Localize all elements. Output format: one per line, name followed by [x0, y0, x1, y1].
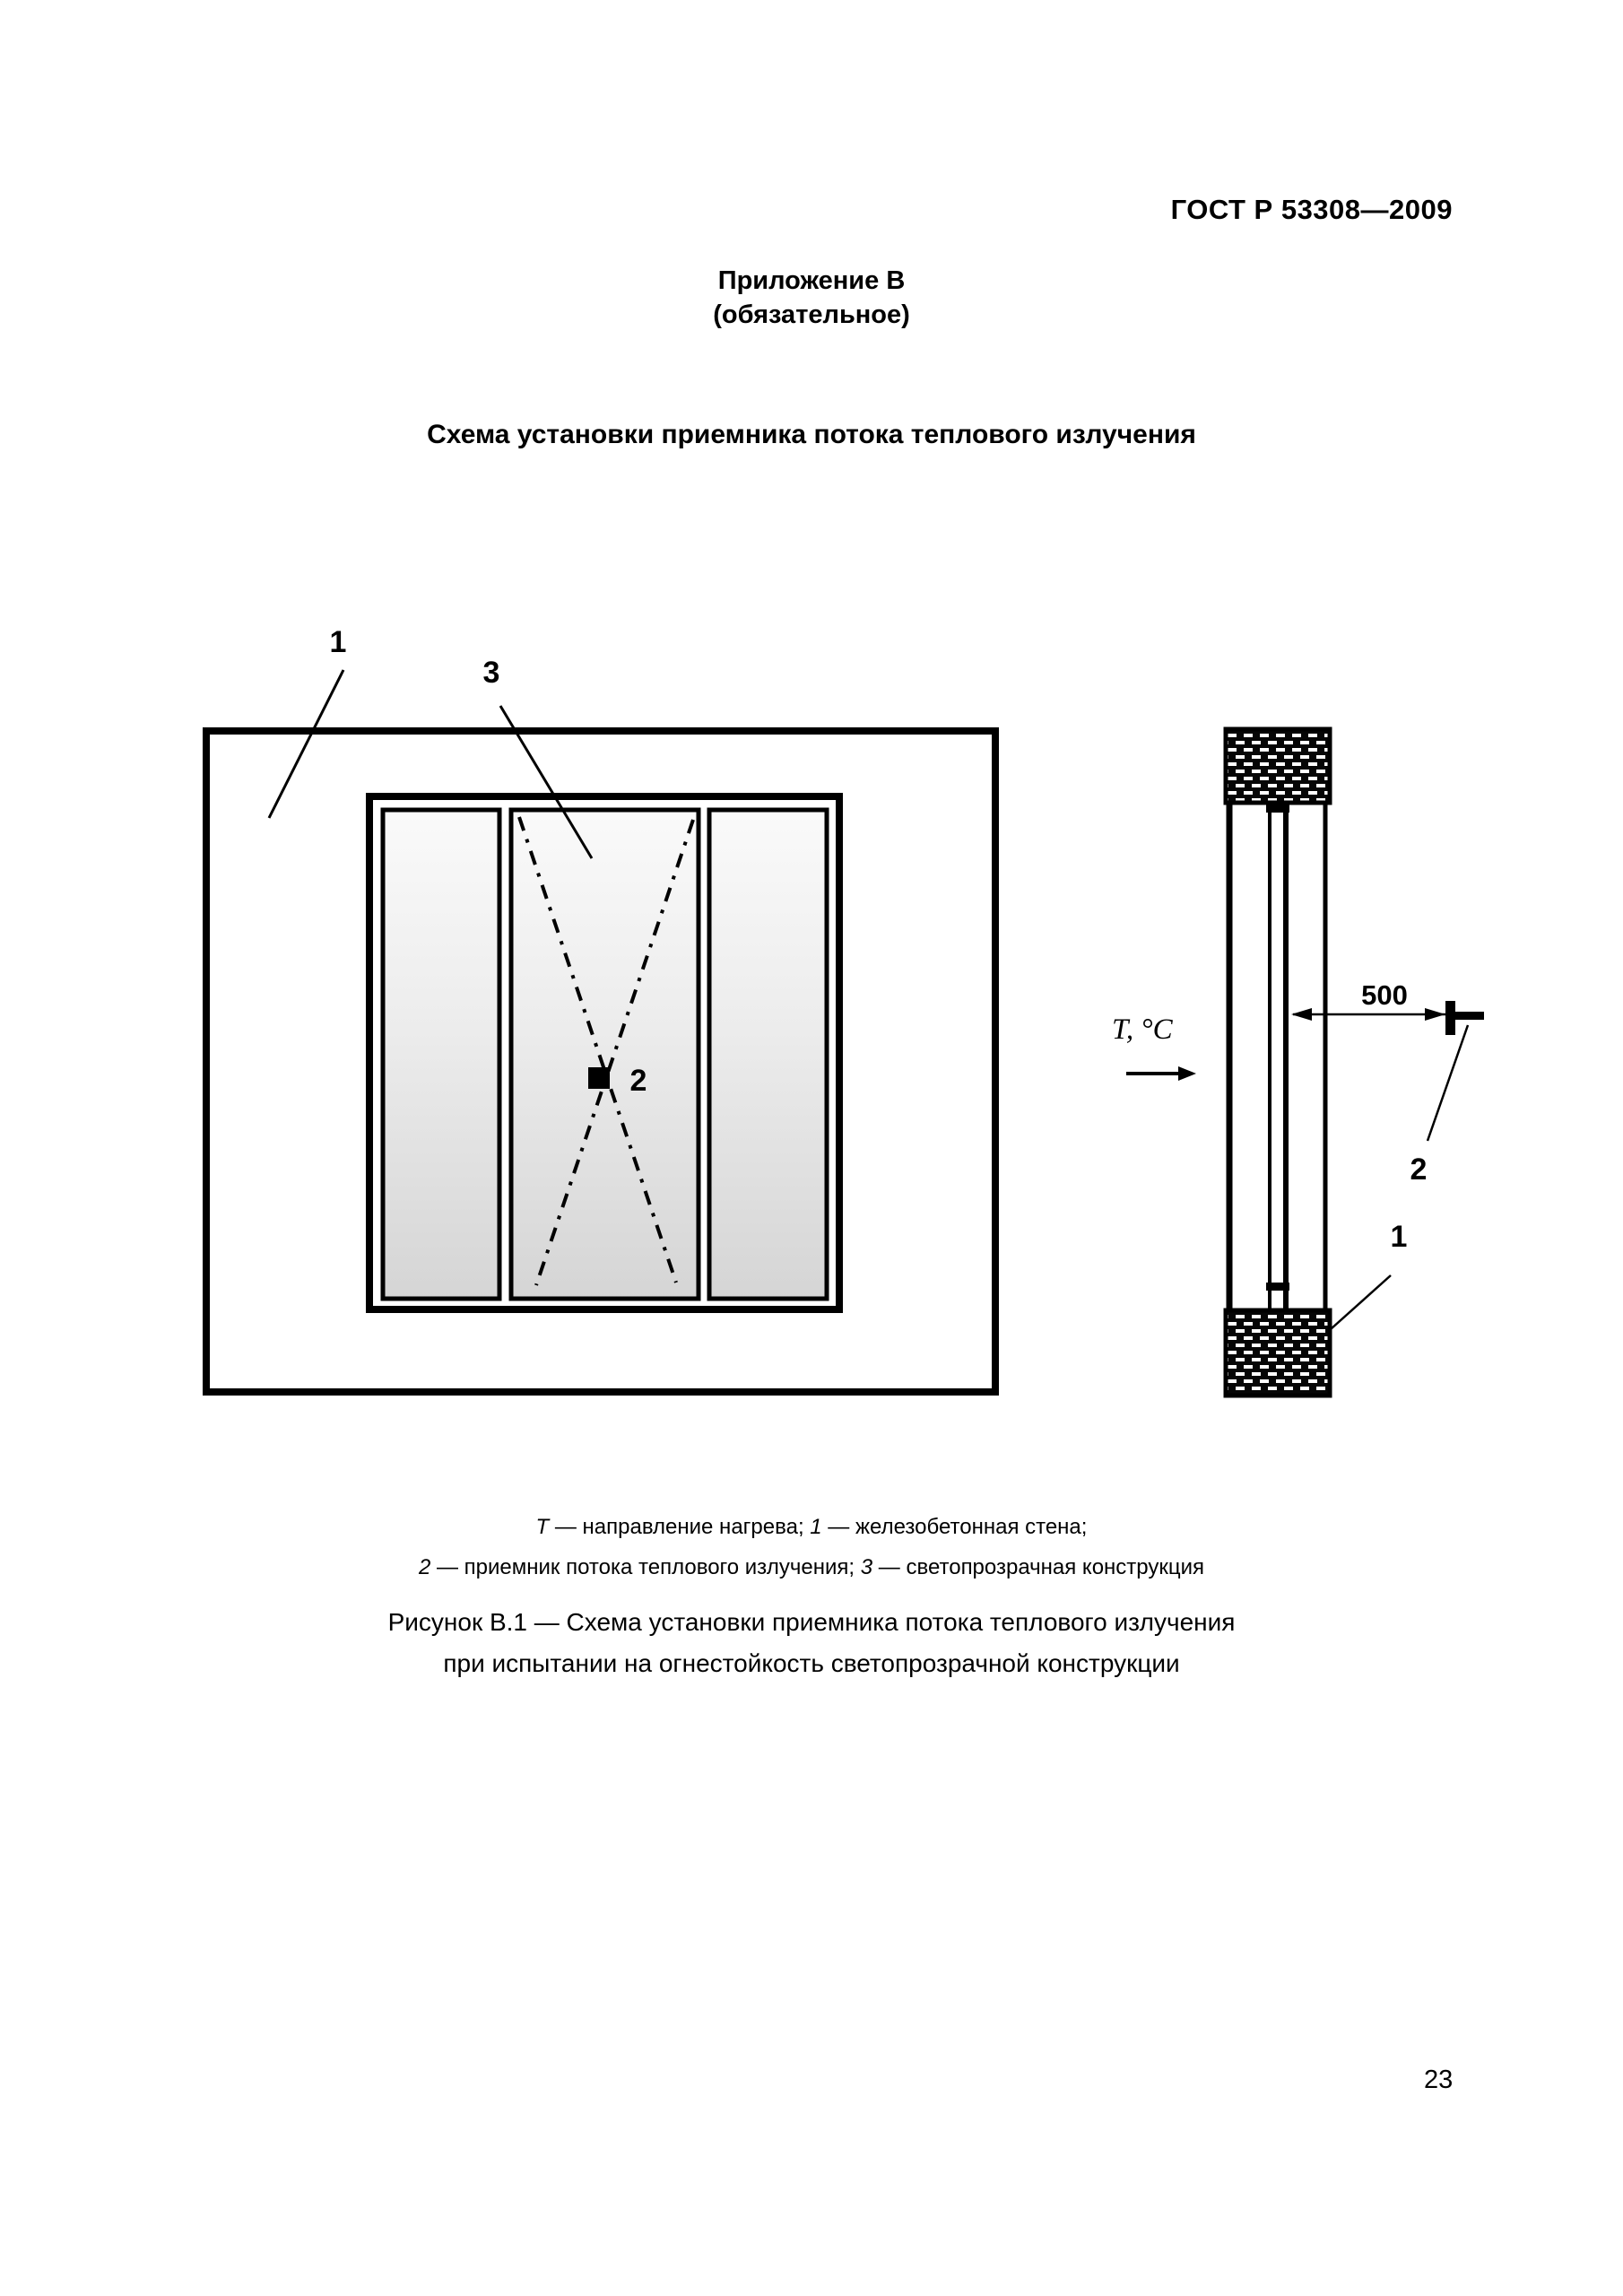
figure-caption	[0, 1602, 1623, 1684]
legend-sym-2: 2	[418, 1555, 431, 1579]
glazing-panel-right	[709, 810, 827, 1299]
dimension-arrowhead-right	[1425, 1008, 1445, 1021]
leader-line-receiver-side	[1428, 1025, 1468, 1141]
glazing-cap-top	[1266, 804, 1289, 813]
receiver-symbol-plate	[1445, 1001, 1455, 1035]
front-view	[206, 625, 995, 1392]
figure-caption-line-1: Рисунок В.1 — Схема установки приемника потока теплового излучения	[387, 1608, 1236, 1636]
legend-sym-3: 3	[860, 1555, 873, 1579]
concrete-block-bottom	[1226, 1310, 1330, 1396]
legend-sym-t: Т	[535, 1515, 550, 1539]
figure-legend	[0, 1507, 1623, 1587]
legend-text-receiver: — приемник потока теплового излучения;	[430, 1555, 861, 1579]
side-view	[1112, 729, 1484, 1396]
label-wall-side: 1	[1390, 1220, 1408, 1254]
legend-line-1	[0, 1507, 1623, 1547]
legend-sym-1: 1	[810, 1515, 822, 1539]
legend-line-2	[0, 1547, 1623, 1587]
glazing-panel-center	[511, 810, 699, 1299]
receiver-square	[588, 1067, 610, 1089]
appendix-title: Приложение В	[717, 266, 906, 295]
document-number: ГОСТ Р 53308—2009	[1170, 194, 1453, 225]
glazing-panel-left	[383, 810, 499, 1299]
legend-text-heating: — направление нагрева;	[549, 1515, 811, 1539]
label-receiver-front: 2	[629, 1064, 647, 1098]
temperature-label: T, °C	[1112, 1013, 1173, 1046]
page-number: 23	[1424, 2066, 1454, 2094]
figure-caption-line-2: при испытании на огнестойкость светопрозрачной конструкции	[443, 1649, 1180, 1677]
label-receiver-side: 2	[1410, 1152, 1428, 1187]
label-wall-front: 1	[329, 625, 347, 659]
dimension-arrowhead-left	[1291, 1008, 1312, 1021]
appendix-subtitle: (обязательное)	[713, 300, 910, 329]
legend-text-wall: — железобетонная стена;	[821, 1515, 1088, 1539]
legend-text-glazing: — светопрозрачная конструкция	[872, 1555, 1205, 1579]
section-title: Схема установки приемника потока теплового излучения	[427, 420, 1196, 449]
glazing-cap-bottom	[1266, 1283, 1289, 1291]
concrete-block-top	[1226, 729, 1330, 803]
label-glazing-front: 3	[482, 656, 500, 690]
heat-direction-arrow-head	[1178, 1066, 1196, 1081]
dimension-value: 500	[1361, 979, 1408, 1011]
leader-line-wall-side	[1331, 1275, 1391, 1329]
receiver-symbol-arm	[1455, 1012, 1484, 1020]
